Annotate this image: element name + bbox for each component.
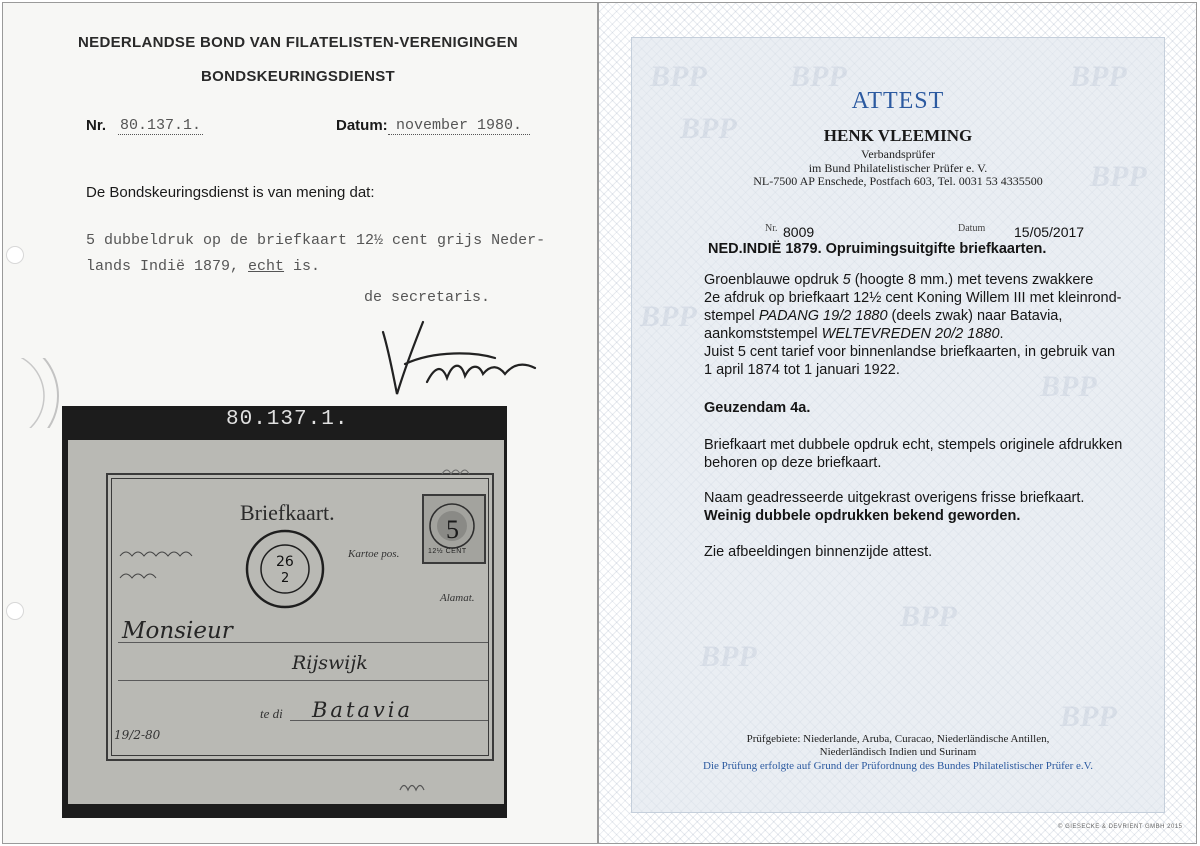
javanese-script-image bbox=[118, 570, 168, 582]
signature-image bbox=[375, 312, 545, 402]
expert-role: Verbandsprüfer bbox=[861, 147, 935, 161]
expertise-areas: Prüfgebiete: Niederlande, Aruba, Curacao, Niederländische Antillen, bbox=[746, 733, 1050, 745]
address-line: Rijswijk bbox=[292, 652, 368, 674]
alamat-label: Alamat. bbox=[440, 592, 475, 604]
address-rule bbox=[118, 680, 488, 681]
nr-label: Nr. bbox=[86, 117, 107, 134]
watermark: BPP bbox=[680, 112, 737, 145]
attest-datum-label: Datum bbox=[958, 223, 986, 234]
secretary-label: de secretaris. bbox=[364, 289, 491, 306]
javanese-script-image bbox=[118, 548, 198, 560]
watermark: BPP bbox=[1060, 700, 1117, 733]
printer-credit: © GIESECKE & DEVRIENT GMBH 2015 bbox=[1058, 824, 1183, 830]
opinion-intro: De Bondskeuringsdienst is van mening dat: bbox=[86, 184, 375, 201]
department-name: BONDSKEURINGSDIENST bbox=[200, 68, 396, 85]
condition-paragraph: Naam geadresseerde uitgekrast overigens frisse briefkaart. Weinig dubbele opdrukken bekend geworden. bbox=[704, 490, 1085, 524]
attest-title: ATTEST bbox=[851, 88, 945, 114]
watermark: BPP bbox=[1070, 60, 1127, 93]
watermark: BPP bbox=[1090, 160, 1147, 193]
photo-reference: 80.137.1. bbox=[226, 408, 349, 431]
finding-line: lands Indië 1879, echt is. bbox=[86, 258, 321, 275]
cancel-postmark bbox=[244, 528, 326, 610]
attest-datum-value: 15/05/2017 bbox=[1014, 224, 1085, 240]
rules-note: Die Prüfung erfolgte auf Grund der Prüfordnung des Bundes Philatelistischer Prüfer e.V. bbox=[703, 760, 1093, 772]
punch-hole bbox=[6, 246, 24, 264]
attest-nr-value: 8009 bbox=[783, 224, 815, 240]
cancel-month: 2 bbox=[281, 571, 290, 586]
watermark: BPP bbox=[650, 60, 707, 93]
expert-address: NL-7500 AP Enschede, Postfach 603, Tel. 0031 53 4335500 bbox=[753, 174, 1043, 188]
watermark: BPP bbox=[640, 300, 697, 333]
kartoe-label: Kartoe pos. bbox=[348, 548, 400, 560]
expertise-areas: Niederländisch Indien und Surinam bbox=[819, 746, 977, 758]
address-line: Monsieur bbox=[122, 618, 233, 644]
organisation-name: NEDERLANDSE BOND VAN FILATELISTEN-VERENIGINGEN bbox=[78, 34, 518, 51]
watermark: BPP bbox=[900, 600, 957, 633]
description-paragraph: Groenblauwe opdruk 5 (hoogte 8 mm.) met tevens zwakkere 2e afdruk op briefkaart 12½ cent Koning Willem III met kleinrond- stempel PADANG 19/2 1880 (deels zwak) naar Batavia, aankomststempel WELTEVREDEN 20/2 1880. Juist 5 cent tarief voor binnenlandse briefkaarten, in gebruik van 1 april 1874 tot 1 januari 1922. bbox=[704, 272, 1122, 378]
attest-heading: NED.INDIË 1879. Opruimingsuitgifte briefkaarten. bbox=[708, 241, 1047, 257]
pencil-note-image bbox=[440, 464, 480, 478]
attest-nr-label: Nr. bbox=[765, 223, 778, 234]
watermark: BPP bbox=[1040, 370, 1097, 403]
catalogue-reference: Geuzendam 4a. bbox=[704, 400, 811, 416]
punch-hole bbox=[6, 602, 24, 620]
pencil-note-image bbox=[398, 778, 432, 794]
nr-value: 80.137.1. bbox=[120, 117, 202, 134]
datum-value: november 1980. bbox=[388, 117, 530, 135]
svg-text:5: 5 bbox=[446, 515, 459, 544]
see-images-note: Zie afbeeldingen binnenzijde attest. bbox=[704, 544, 933, 560]
postcard-title: Briefkaart. bbox=[240, 500, 335, 525]
finding-line: 5 dubbeldruk op de briefkaart 12½ cent grijs Neder- bbox=[86, 232, 546, 249]
cancel-day: 26 bbox=[276, 554, 294, 570]
expert-association: im Bund Philatelistischer Prüfer e. V. bbox=[808, 161, 988, 175]
watermark: BPP bbox=[700, 640, 757, 673]
te-di-label: te di bbox=[260, 706, 283, 721]
watermark: BPP bbox=[790, 60, 847, 93]
address-line: Batavia bbox=[312, 698, 414, 722]
opinion-paragraph: Briefkaart met dubbele opdruk echt, stempels originele afdrukken behoren op deze briefkaart. bbox=[704, 437, 1123, 471]
datum-label: Datum: bbox=[336, 117, 388, 134]
handwritten-date: 19/2-80 bbox=[114, 728, 161, 742]
stamp-value: 12½ CENT bbox=[428, 548, 467, 555]
expert-name: HENK VLEEMING bbox=[823, 126, 973, 145]
